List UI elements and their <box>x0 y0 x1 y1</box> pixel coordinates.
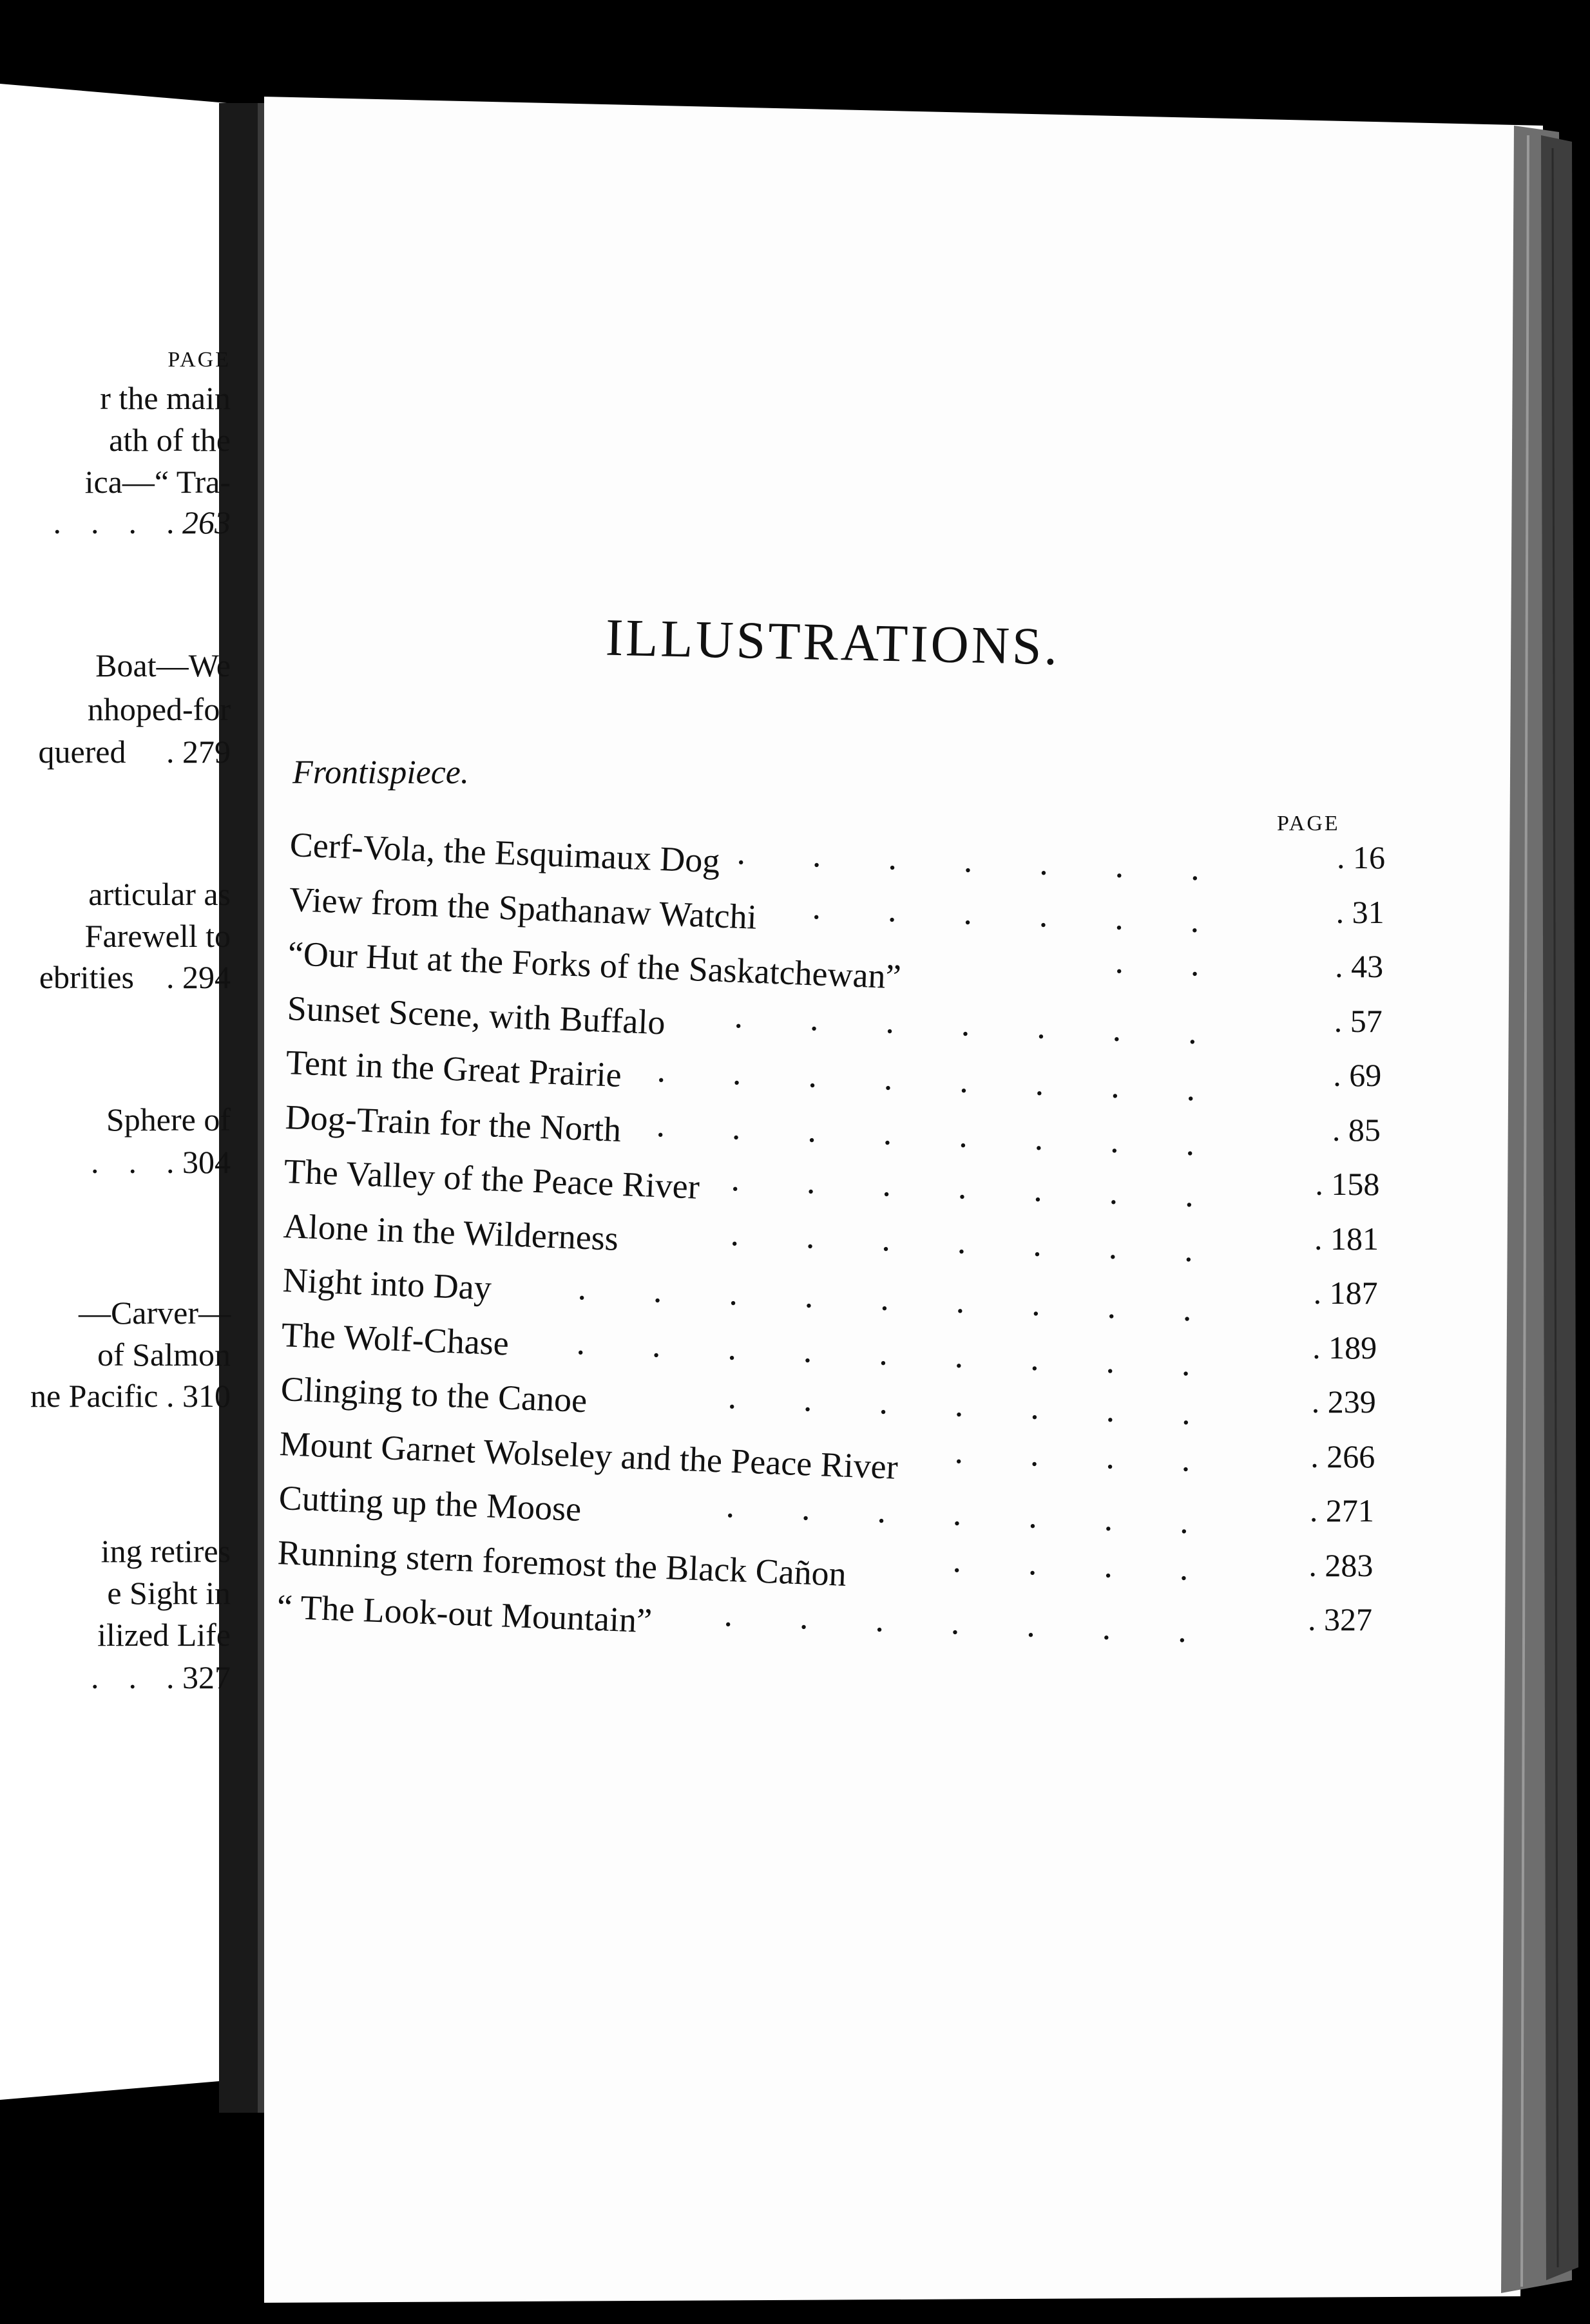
illustration-caption: View from the Spathanaw Watchi <box>288 879 758 937</box>
illustration-caption: Tent in the Great Prairie <box>285 1043 623 1094</box>
left-entry-page: ebrities . 294 <box>39 959 231 995</box>
left-entry-page: quered . 279 <box>38 734 231 770</box>
illustration-row <box>288 879 1384 942</box>
illustration-caption: Mount Garnet Wolseley and the Peace River <box>279 1424 899 1487</box>
illustration-page-number: . 43 <box>1335 948 1384 984</box>
left-page-page-label: PAGE <box>168 348 231 372</box>
left-entry-page: ne Pacific . 310 <box>30 1378 231 1414</box>
left-entry-line: ath of the <box>109 422 231 458</box>
illustration-row <box>277 1532 1374 1594</box>
illustration-row <box>285 1042 1382 1110</box>
illustration-row <box>287 933 1384 996</box>
illustration-page-number: . 69 <box>1333 1057 1382 1093</box>
right-page <box>258 97 1520 2222</box>
page-column-header: PAGE <box>1277 812 1340 835</box>
illustration-page-number: . 16 <box>1337 839 1385 875</box>
frontispiece-label: Frontispiece. <box>292 754 469 791</box>
illustration-row <box>289 824 1385 890</box>
left-entry-line: r the main <box>100 380 231 416</box>
illustration-page-number: . 189 <box>1312 1329 1377 1366</box>
illustration-caption: “ The Look-out Mountain” <box>276 1587 653 1641</box>
illustration-row <box>286 988 1383 1054</box>
illustration-caption: Cerf-Vola, the Esquimaux Dog <box>289 825 721 881</box>
illustration-row <box>283 1151 1380 1217</box>
dot-leader: ........ <box>656 1051 1263 1110</box>
illustration-caption: Running stern foremost the Black Cañon <box>277 1532 848 1594</box>
left-page <box>0 0 245 2324</box>
left-entry-line: —Carver— <box>78 1295 231 1331</box>
illustration-row <box>282 1206 1379 1272</box>
illustration-page-number: . 181 <box>1314 1220 1379 1257</box>
dot-leader: ......... <box>577 1268 1260 1331</box>
illustration-caption: The Wolf-Chase <box>280 1315 510 1363</box>
illustration-page-number: . 31 <box>1336 893 1384 930</box>
illustration-row <box>280 1369 1376 1434</box>
illustration-caption: Night into Day <box>282 1261 492 1308</box>
illustration-row <box>282 1260 1378 1331</box>
left-entry-page: ... 327 <box>91 1659 231 1695</box>
illustration-page-number: . 327 <box>1308 1601 1372 1637</box>
left-entry-line: Sphere of <box>106 1101 231 1138</box>
illustration-page-number: . 283 <box>1308 1547 1374 1583</box>
illustration-page-number: . 158 <box>1315 1166 1380 1202</box>
illustration-caption: The Valley of the Peace River <box>283 1152 701 1206</box>
dot-leader: ......... <box>576 1322 1259 1386</box>
dot-leader: ....... <box>725 1486 1256 1543</box>
illustration-page-number: . 57 <box>1334 1002 1383 1039</box>
dot-leader: ....... <box>727 1377 1258 1434</box>
dot-leader: ........ <box>655 1105 1263 1165</box>
illustration-caption: Dog-Train for the North <box>284 1097 622 1149</box>
dot-leader: .. <box>1115 942 1268 986</box>
left-entry-line: articular as <box>88 876 231 912</box>
dot-leader: ....... <box>729 1214 1261 1272</box>
illustration-page-number: . 271 <box>1309 1492 1374 1529</box>
dot-leader: .... <box>954 1431 1259 1481</box>
illustration-row <box>280 1315 1377 1386</box>
illustration-row <box>284 1097 1381 1165</box>
left-entry-page: ... 304 <box>91 1144 231 1180</box>
left-entry-line: ilized Life <box>97 1617 231 1653</box>
illustration-page-number: . 266 <box>1310 1438 1375 1474</box>
left-entry-line: e Sight in <box>107 1575 231 1611</box>
illustration-caption: “Our Hut at the Forks of the Saskatchewan” <box>287 934 902 996</box>
left-entry-line: ing retires <box>101 1533 231 1569</box>
page-title: ILLUSTRATIONS. <box>605 607 1061 676</box>
dot-leader: ....... <box>723 1595 1255 1652</box>
illustration-row <box>276 1586 1372 1652</box>
left-entry-page: .... 263 <box>53 504 231 540</box>
left-entry-line: Farewell to <box>84 918 231 954</box>
dot-leader: ....... <box>731 1159 1262 1217</box>
illustration-caption: Cutting up the Moose <box>278 1478 582 1529</box>
dot-leader: ...... <box>811 887 1267 942</box>
illustration-page-number: . 239 <box>1311 1384 1376 1420</box>
dot-leader: .... <box>952 1540 1257 1590</box>
left-entry-line: ica—“ Tra- <box>84 464 231 500</box>
dot-leader: ....... <box>733 996 1265 1054</box>
left-entry-line: Boat—We <box>95 647 231 683</box>
illustration-row <box>278 1478 1374 1543</box>
illustration-row <box>279 1424 1375 1487</box>
illustration-page-number: . 85 <box>1332 1111 1381 1148</box>
illustration-page-number: . 187 <box>1313 1275 1378 1311</box>
dot-leader: ....... <box>736 833 1268 890</box>
left-entry-line: of Salmon <box>97 1337 231 1373</box>
left-entry-line: nhoped-for <box>87 691 231 727</box>
illustration-caption: Clinging to the Canoe <box>280 1369 588 1420</box>
illustration-caption: Alone in the Wilderness <box>282 1206 620 1258</box>
illustration-caption: Sunset Scene, with Buffalo <box>286 988 666 1042</box>
